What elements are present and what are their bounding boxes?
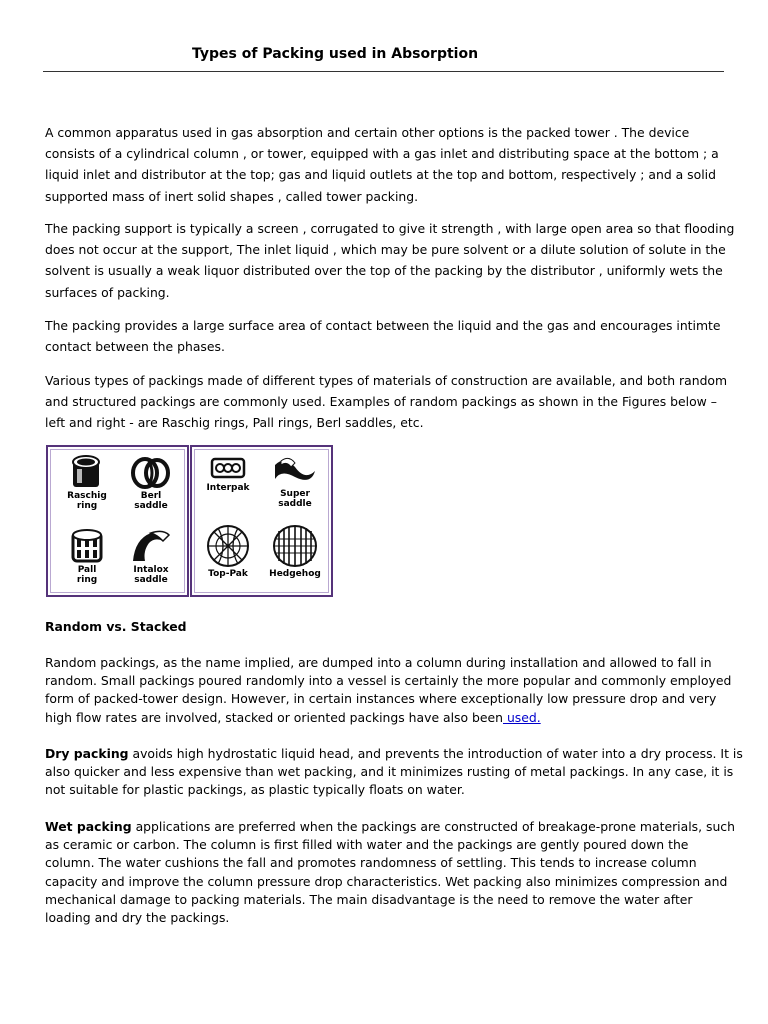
paragraph-dry-packing [45,745,743,800]
packing-item-hedgehog [262,523,328,579]
berl-saddle-icon [129,455,173,491]
packing-label: ring [76,501,98,511]
paragraph-line: as ceramic or carbon. The column is first filled with water and the packings are gently poured down the [45,837,689,853]
figure-random-packings-left [46,445,189,597]
raschig-ring-icon [67,453,107,491]
paragraph-line: consists of a cylindrical column , or tower, equipped with a gas inlet and distributing space at the bottom ; a [45,146,719,162]
section-heading-random-vs-stacked: Random vs. Stacked [45,619,187,634]
packing-label: Intalox [133,565,169,575]
paragraph-line [45,818,735,836]
packing-label: saddle [134,575,168,585]
paragraph-text: avoids high hydrostatic liquid head, and prevents the introduction of water into a dry process. It is [128,746,743,761]
paragraph-line: Random packings, as the name implied, are dumped into a column during installation and allowed to fall in [45,655,712,670]
paragraph-packing-types [45,370,728,434]
paragraph-surface-area [45,315,725,357]
packing-item-pall [54,527,120,585]
paragraph-packing-support [45,218,735,303]
packing-label: Berl [140,491,162,501]
packing-label: Top-Pak [208,569,248,579]
dry-packing-term: Dry packing [45,746,129,761]
paragraph-line: The packing provides a large surface area of contact between the liquid and the gas and encourages intimte [45,318,721,333]
packing-label: Super [280,489,310,499]
paragraph-line: Various types of packings made of different types of materials of construction are available, and both random [45,373,728,388]
paragraph-line [45,745,743,763]
paragraph-line: liquid inlet and distributor at the top; gas and liquid outlets at the top and bottom, respectively ; and a solid [45,167,716,183]
hedgehog-icon [271,523,319,569]
paragraph-text: high flow rates are involved, stacked or oriented packings have also been [45,709,503,725]
packing-label: saddle [134,501,168,511]
wet-packing-term: Wet packing [45,819,132,834]
packing-item-intalox [118,525,184,585]
paragraph-line: column. The water cushions the fall and promotes randomness of settling. This tends to increase column [45,855,697,871]
paragraph-line: surfaces of packing. [45,284,170,300]
paragraph-line: The packing support is typically a screen , corrugated to give it strength , with large open area so that flooding [45,221,735,236]
paragraph-line: solvent is usually a weak liquor distributed over the top of the packing by the distributor , uniformly wets the [45,263,723,279]
title-underline [43,71,724,72]
pall-ring-icon [67,527,107,565]
paragraph-line: loading and dry the packings. [45,910,230,926]
packing-label: Hedgehog [269,569,321,579]
packing-label: Pall [77,565,97,575]
paragraph-line: form of packed-tower design. However, in certain instances where exceptionally low pressure drop and very [45,691,717,707]
packing-label: Raschig [67,491,107,501]
paragraph-line [45,709,725,727]
paragraph-line: random. Small packings poured randomly into a vessel is certainly the more popular and commonly employed [45,673,732,689]
paragraph-line: left and right - are Raschig rings, Pall rings, Berl saddles, etc. [45,415,424,431]
paragraph-line: mechanical damage to packing materials. The main disadvantage is the need to remove the water after [45,891,693,907]
packing-item-super-saddle [262,453,328,509]
paragraph-line: supported mass of inert solid shapes , called tower packing. [45,188,419,204]
paragraph-wet-packing [45,818,735,927]
super-saddle-icon [271,453,319,489]
paragraph-line: capacity and improve the column pressure drop characteristics. Wet packing also minimizes compression and [45,873,728,889]
paragraph-line: does not occur at the support, The inlet liquid , which may be pure solvent or a dilute solution of solute in the [45,242,726,258]
packing-item-berl [118,455,184,511]
packing-item-interpak [196,453,260,493]
paragraph-line: and structured packings are commonly used. Examples of random packings as shown in the Figures below – [45,394,717,410]
intalox-saddle-icon [129,525,173,565]
paragraph-line: also quicker and less expensive than wet packing, and it minimizes rusting of metal packings. In any case, it is [45,764,734,780]
packing-label: Interpak [206,483,250,493]
interpak-icon [208,453,248,483]
paragraph-random-packings [45,654,732,727]
top-pak-icon [205,523,251,569]
figure-random-packings-right [190,445,333,597]
paragraph-line: not suitable for plastic packings, as plastic typically floats on water. [45,782,465,798]
packing-item-raschig [54,453,120,511]
paragraph-packed-tower [45,122,725,207]
paragraph-line: A common apparatus used in gas absorption and certain other options is the packed tower . The device [45,125,690,140]
used-link[interactable]: used. [503,709,541,725]
paragraph-line: contact between the phases. [45,339,225,355]
packing-label: ring [76,575,98,585]
packing-item-top-pak [196,523,260,579]
paragraph-text: applications are preferred when the packings are constructed of breakage-prone materials, such [131,819,735,834]
document-title: Types of Packing used in Absorption [192,46,479,62]
packing-label: saddle [278,499,312,509]
